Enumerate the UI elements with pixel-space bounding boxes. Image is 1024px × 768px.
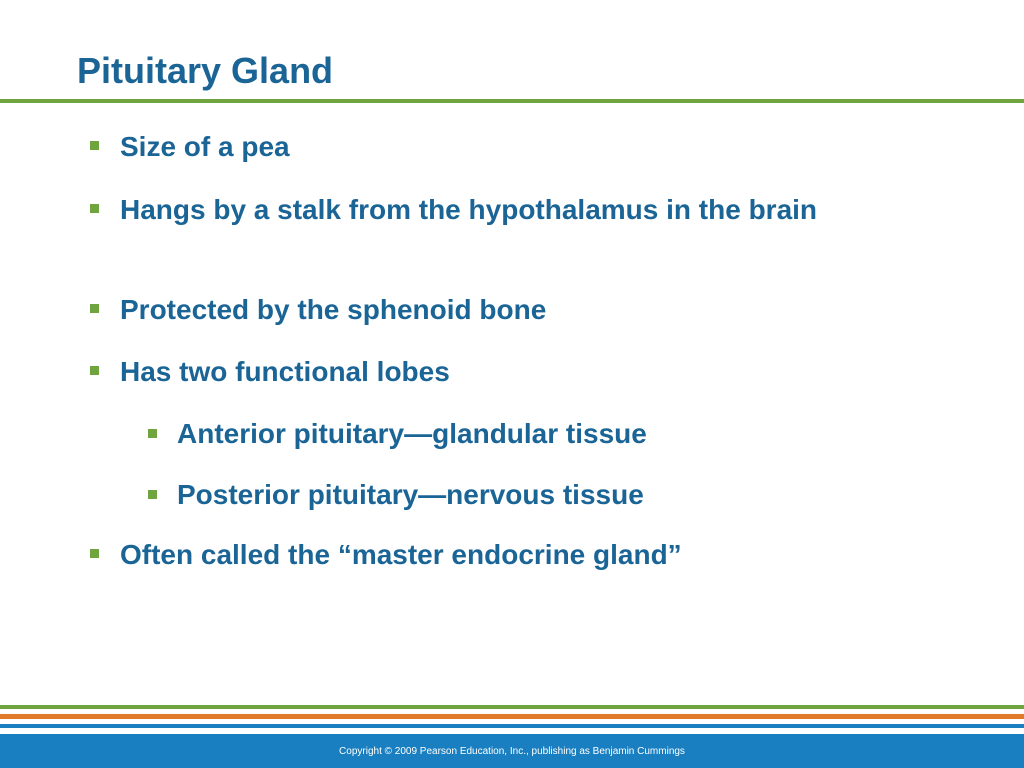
bullet-square-icon: [148, 490, 157, 499]
bullet-item: [120, 128, 920, 166]
bullet-text: Anterior pituitary—glandular tissue: [177, 418, 647, 449]
bullet-item: [120, 291, 920, 329]
copyright-text: Copyright © 2009 Pearson Education, Inc., publishing as Benjamin Cummings: [339, 746, 685, 757]
bullet-square-icon: [148, 429, 157, 438]
bullet-text: Protected by the sphenoid bone: [120, 294, 547, 325]
blue-stripe: [0, 724, 1024, 728]
orange-stripe: [0, 714, 1024, 719]
bullet-item: [120, 536, 920, 574]
bullet-square-icon: [90, 549, 99, 558]
bullet-text: Size of a pea: [120, 131, 290, 162]
bullet-square-icon: [90, 204, 99, 213]
green-stripe: [0, 705, 1024, 709]
bullet-square-icon: [90, 141, 99, 150]
bullet-text: Posterior pituitary—nervous tissue: [177, 479, 644, 510]
bullet-text: Often called the “master endocrine gland”: [120, 539, 682, 570]
bullet-square-icon: [90, 366, 99, 375]
bullet-item: [120, 353, 920, 391]
bullet-square-icon: [90, 304, 99, 313]
slide-title: Pituitary Gland: [77, 50, 334, 91]
sub-bullet-item: [177, 476, 957, 514]
bullet-item: [120, 191, 900, 229]
sub-bullet-item: [177, 415, 957, 453]
bullet-text: Hangs by a stalk from the hypothalamus in the brain: [120, 194, 818, 225]
bullet-text: Has two functional lobes: [120, 356, 450, 387]
